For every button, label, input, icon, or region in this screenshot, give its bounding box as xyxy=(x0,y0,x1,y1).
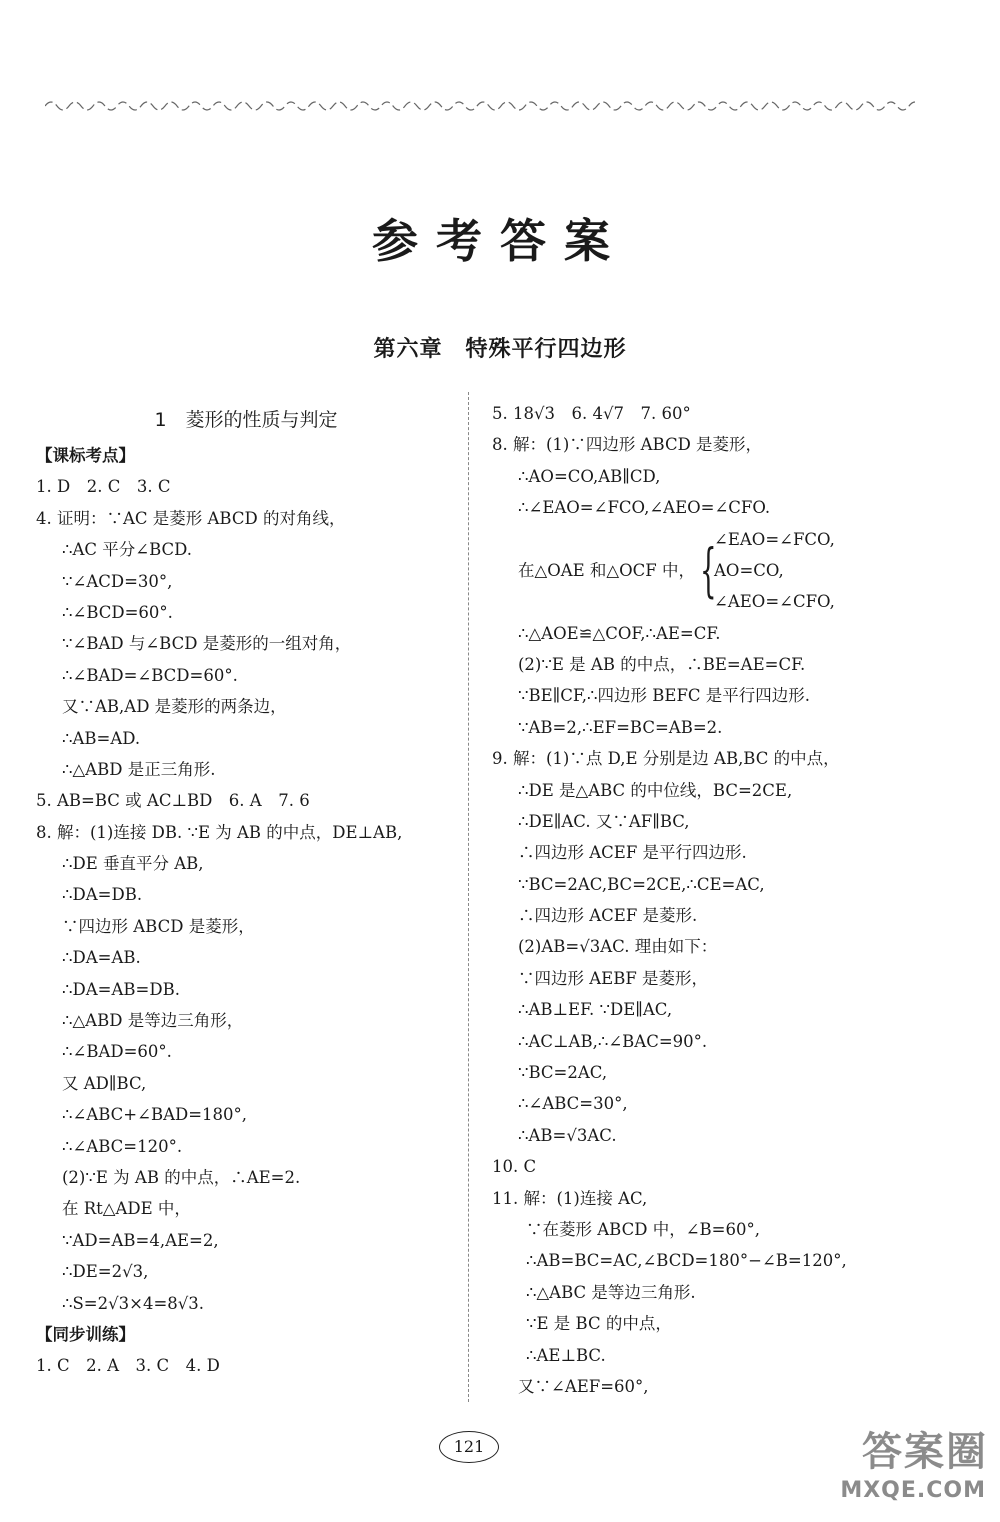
answer-line: ∴AE⊥BC. xyxy=(526,1345,606,1365)
answer-line: (2)∵E 为 AB 的中点，∴AE=2. xyxy=(62,1167,301,1187)
answer-line: ∴AC⊥AB,∴∠BAC=90°. xyxy=(518,1031,708,1051)
answer-line: ∴∠EAO=∠FCO,∠AEO=∠CFO. xyxy=(518,498,771,518)
chapter-heading: 第六章 特殊平行四边形 xyxy=(373,336,627,362)
answer-line: ∴DE∥AC. 又∵AF∥BC, xyxy=(518,811,690,831)
brace-symbol: { xyxy=(700,535,717,604)
answer-line: 又∵AB,AD 是菱形的两条边， xyxy=(62,697,287,717)
section-label: 【同步训练】 xyxy=(36,1324,135,1344)
section-title: 1 菱形的性质与判定 xyxy=(154,409,338,431)
answer-line: ∴AB⊥EF. ∵DE∥AC, xyxy=(518,1000,673,1020)
answer-line: 1. D 2. C 3. C xyxy=(36,477,171,497)
answer-line: ∴DE 是△ABC 的中位线，BC=2CE, xyxy=(518,780,793,800)
watermark-logo xyxy=(818,1420,988,1510)
answer-line: 5. 18√3 6. 4√7 7. 60° xyxy=(492,404,691,423)
page-title: 参考答案 xyxy=(372,214,628,268)
answer-line: ∵BE∥CF,∴四边形 BEFC 是平行四边形. xyxy=(518,686,811,706)
answer-line: ∵AB=2,∴EF=BC=AB=2. xyxy=(518,717,723,737)
answer-line: ∵在菱形 ABCD 中，∠B=60°, xyxy=(526,1219,760,1239)
system-equation: ∠AEO=∠CFO, xyxy=(714,592,835,612)
answer-line: (2)∵E 是 AB 的中点，∴BE=AE=CF. xyxy=(518,654,806,674)
answer-line: ∴DA=AB=DB. xyxy=(62,979,180,999)
right-column xyxy=(492,398,962,1402)
system-equation: AO=CO, xyxy=(714,560,784,580)
left-answer-lines xyxy=(36,440,456,1382)
watermark-url: MXQE.COM xyxy=(840,1478,986,1503)
answer-line: ∴AB=BC=AC,∠BCD=180°−∠B=120°, xyxy=(526,1251,847,1271)
answer-line: ∴DA=AB. xyxy=(62,948,141,968)
equation-system xyxy=(492,524,962,618)
system-equation: ∠EAO=∠FCO, xyxy=(714,529,835,549)
answer-line: ∴∠BCD=60°. xyxy=(62,602,173,622)
answer-line: 在 Rt△ADE 中， xyxy=(62,1199,191,1219)
column-divider xyxy=(468,392,469,1402)
answer-line: ∴∠BAD=60°. xyxy=(62,1042,172,1062)
answer-line: ∵∠ACD=30°, xyxy=(62,571,173,591)
decorative-border xyxy=(45,96,915,116)
left-column xyxy=(36,398,456,1382)
system-lead-text: 在△OAE 和△OCF 中， xyxy=(518,560,695,580)
answer-line: 5. AB=BC 或 AC⊥BD 6. A 7. 6 xyxy=(36,791,310,811)
answer-line: ∴∠ABC=30°, xyxy=(518,1094,628,1114)
answer-line: ∴AB=√3AC. xyxy=(518,1125,617,1145)
answer-line: 9. 解：(1)∵点 D,E 分别是边 AB,BC 的中点， xyxy=(492,749,840,769)
system-equations xyxy=(714,524,835,618)
answer-line: ∴△ABD 是等边三角形， xyxy=(62,1011,244,1031)
answer-line: 11. 解：(1)连接 AC, xyxy=(492,1188,648,1208)
answer-line: ∵四边形 AEBF 是菱形， xyxy=(518,968,709,988)
page-number: 121 xyxy=(439,1431,499,1463)
answer-line: (2)AB=√3AC. 理由如下： xyxy=(518,937,718,957)
answer-line: ∴DA=DB. xyxy=(62,885,143,905)
answer-line: ∴△ABC 是等边三角形. xyxy=(526,1282,696,1302)
right-answer-lines-a xyxy=(492,398,962,524)
answer-line: ∴DE 垂直平分 AB, xyxy=(62,854,204,874)
answer-line: 8. 解：(1)连接 DB. ∵E 为 AB 的中点，DE⊥AB, xyxy=(36,822,403,842)
watermark-text: 答案圈 xyxy=(862,1429,988,1475)
answer-line: ∴△ABD 是正三角形. xyxy=(62,759,216,779)
answer-line: 又∵∠AEF=60°, xyxy=(518,1376,649,1396)
answer-line: ∵BC=2AC, xyxy=(518,1063,608,1083)
section-label: 【课标考点】 xyxy=(36,446,135,465)
answer-line: ∴AC 平分∠BCD. xyxy=(62,540,193,560)
answer-line: ∵∠BAD 与∠BCD 是菱形的一组对角， xyxy=(62,634,352,654)
answer-line: ∴△AOE≌△COF,∴AE=CF. xyxy=(518,623,721,643)
answer-line: ∵BC=2AC,BC=2CE,∴CE=AC, xyxy=(518,874,765,894)
answer-line: ∴AO=CO,AB∥CD, xyxy=(518,466,661,486)
answer-line: 10. C xyxy=(492,1157,537,1177)
answer-line: ∴∠ABC+∠BAD=180°, xyxy=(62,1105,248,1125)
answer-line: ∵AD=AB=4,AE=2, xyxy=(62,1230,219,1250)
answer-line: ∵四边形 ABCD 是菱形， xyxy=(62,916,255,936)
answer-line: ∴DE=2√3, xyxy=(62,1262,149,1282)
answer-line: 1. C 2. A 3. C 4. D xyxy=(36,1356,220,1376)
answer-line: ∴四边形 ACEF 是平行四边形. xyxy=(518,843,747,863)
answer-line: ∴AB=AD. xyxy=(62,728,141,748)
answer-line: 8. 解：(1)∵四边形 ABCD 是菱形， xyxy=(492,435,763,455)
answer-line: ∴四边形 ACEF 是菱形. xyxy=(518,906,698,926)
right-answer-lines-b xyxy=(492,618,962,1403)
answer-line: ∴∠BAD=∠BCD=60°. xyxy=(62,665,238,685)
answer-line: 4. 证明：∵AC 是菱形 ABCD 的对角线， xyxy=(36,508,346,528)
answer-line: ∴∠ABC=120°. xyxy=(62,1136,183,1156)
answer-line: ∴S=2√3×4=8√3. xyxy=(62,1293,205,1313)
answer-line: ∵E 是 BC 的中点， xyxy=(526,1314,672,1334)
answer-line: 又 AD∥BC, xyxy=(62,1073,147,1093)
